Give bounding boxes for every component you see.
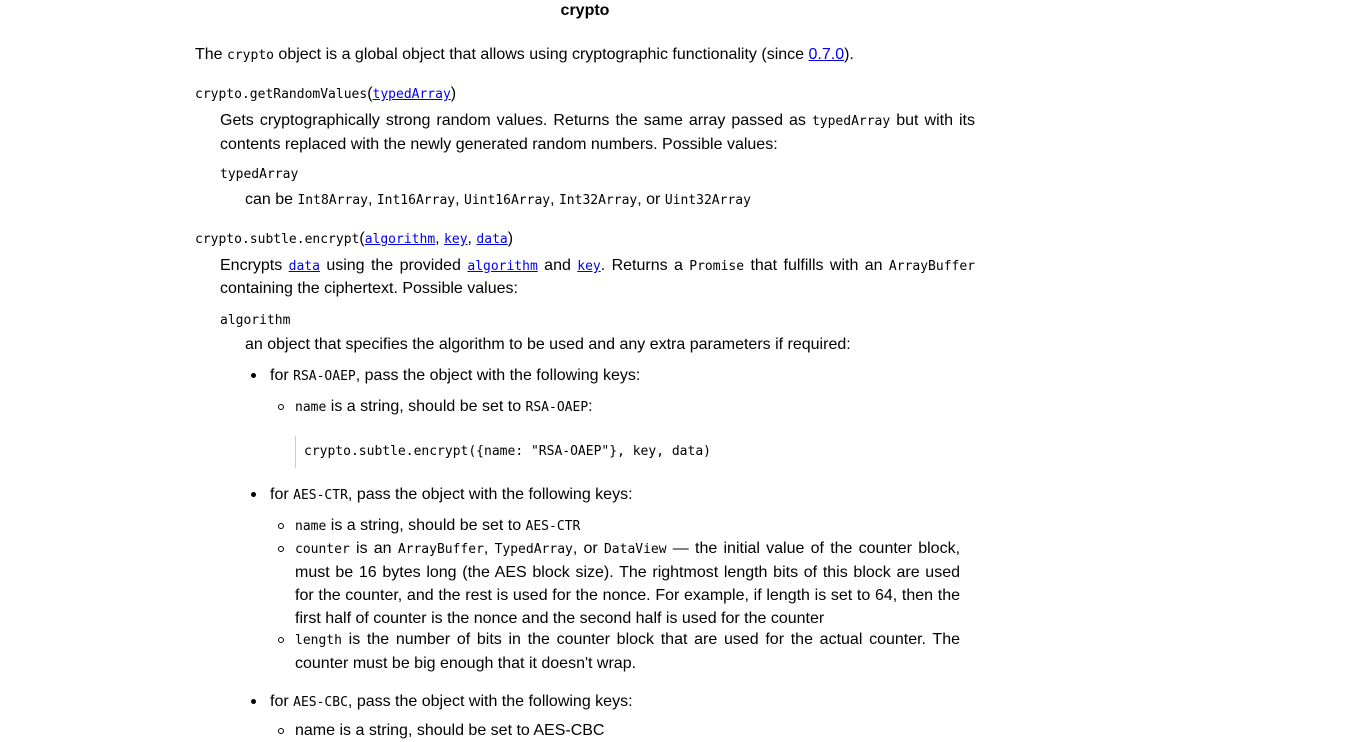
version-link[interactable]: 0.7.0 xyxy=(808,46,845,63)
encrypt-description-line2: containing the ciphertext. Possible values: xyxy=(220,280,518,297)
get-random-values-signature: crypto.getRandomValues(typedArray) xyxy=(195,85,457,102)
algorithm-param-link[interactable]: algorithm xyxy=(364,232,436,247)
key-link[interactable]: key xyxy=(577,259,601,274)
typedarray-values: can be Int8Array, Int16Array, Uint16Array, Int32Array, or Uint32Array xyxy=(245,191,751,208)
encrypt-signature: crypto.subtle.encrypt(algorithm, key, data) xyxy=(195,230,514,247)
page-title: crypto xyxy=(560,2,610,19)
data-param-link[interactable]: data xyxy=(476,232,508,247)
list-item-aes-cbc: for AES-CBC, pass the object with the following keys: xyxy=(270,690,633,714)
key-param-link[interactable]: key xyxy=(444,232,468,247)
get-random-values-description: Gets cryptographically strong random values. Returns the same array passed as typedArray but with its contents replaced with the newly generated random numbers. Possible values: xyxy=(220,112,976,153)
list-item-ctr-name-key: name is a string, should be set to AES-CTR xyxy=(295,514,580,538)
crypto-code: crypto xyxy=(227,48,274,63)
list-item-rsa-name-key: name is a string, should be set to RSA-OAEP: xyxy=(295,395,593,419)
rsa-example-code: crypto.subtle.encrypt({name: "RSA-OAEP"}, key, data) xyxy=(304,444,711,459)
typedarray-term: typedArray xyxy=(220,167,299,182)
algorithm-link[interactable]: algorithm xyxy=(467,259,538,274)
list-item-ctr-length-key: length is the number of bits in the counter block that are used for the actual counter. The counter must be big enough that it doesn't wrap. xyxy=(295,628,960,675)
list-item-aes-ctr: for AES-CTR, pass the object with the following keys: xyxy=(270,483,633,507)
encrypt-description-line1: Encrypts data using the provided algorithm and key. Returns a Promise that fulfills with an ArrayBuffer xyxy=(220,257,976,274)
algorithm-term: algorithm xyxy=(220,313,291,328)
list-item-ctr-counter-key: counter is an ArrayBuffer, TypedArray, or DataView — the initial value of the counter block, must be 16 bytes long (the AES block size). The rightmost length bits of this block are used for the counter, and the rest is used for the nonce. For example, if length is set to 64, then the first half of counter is the nonce and the second half is used for the counter xyxy=(295,537,960,630)
code-example-block xyxy=(295,436,956,468)
list-item-rsa-oaep: for RSA-OAEP, pass the object with the following keys: xyxy=(270,364,640,388)
data-link[interactable]: data xyxy=(288,259,320,274)
intro-paragraph: The crypto object is a global object that allows using cryptographic functionality (since 0.7.0). xyxy=(195,46,854,63)
typedarray-link[interactable]: typedArray xyxy=(372,87,451,102)
algorithm-description: an object that specifies the algorithm to be used and any extra parameters if required: xyxy=(245,336,851,353)
list-item-cbc-name-key: name is a string, should be set to AES-CBC xyxy=(295,719,604,742)
